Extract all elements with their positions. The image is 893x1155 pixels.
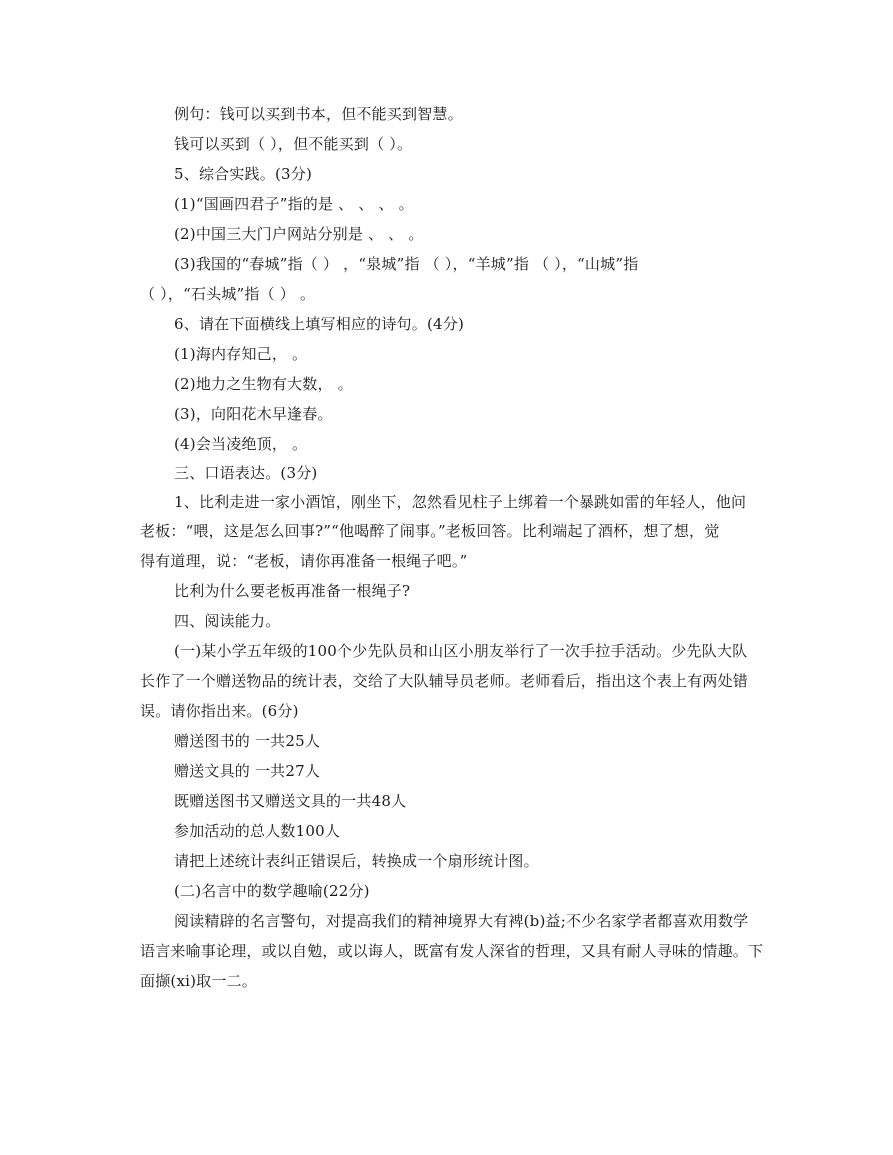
- pie-chart-instruction: 请把上述统计表纠正错误后，转换成一个扇形统计图。: [174, 852, 539, 870]
- question-5-item-1: (1)“国画四君子”指的是 、 、 、 。: [174, 195, 414, 213]
- stat-row-both: 既赠送图书又赠送文具的一共48人: [174, 792, 407, 810]
- stat-row-total: 参加活动的总人数100人: [174, 822, 341, 840]
- question-6-item-3: (3)，向阳花木早逢春。: [174, 405, 333, 423]
- oral-story-line-3: 得有道理，说：“老板，请你再准备一根绳子吧。”: [140, 552, 468, 570]
- question-6-item-4: (4)会当凌绝顶， 。: [174, 435, 308, 453]
- reading-1-line-1: (一)某小学五年级的100个少先队员和山区小朋友举行了一次手拉手活动。少先队大队: [174, 642, 748, 660]
- reading-1-line-3: 误。请你指出来。(6分): [140, 702, 299, 720]
- reading-2-line-2: 语言来喻事论理，或以自勉，或以诲人，既富有发人深省的哲理，又具有耐人寻味的情趣。下: [140, 942, 764, 960]
- question-5-item-3-line-1: (3)我国的“春城”指（ ） ，“泉城”指 （ ），“羊城”指 （ ），“山城”指: [174, 255, 639, 273]
- oral-question: 比利为什么要老板再准备一根绳子?: [174, 582, 411, 600]
- question-6-item-2: (2)地力之生物有大数， 。: [174, 375, 353, 393]
- section-3-heading: 三、口语表达。(3分): [174, 464, 318, 482]
- question-5-item-2: (2)中国三大门户网站分别是 、 、 。: [174, 225, 424, 243]
- oral-story-line-2: 老板：“喂，这是怎么回事?”“他喝醉了闹事。”老板回答。比利端起了酒杯，想了想，觉: [140, 522, 720, 540]
- oral-story-line-1: 1、比利走进一家小酒馆，刚坐下，忽然看见柱子上绑着一个暴跳如雷的年轻人，他问: [174, 493, 747, 511]
- question-6-heading: 6、请在下面横线上填写相应的诗句。(4分): [174, 315, 464, 333]
- reading-2-heading: (二)名言中的数学趣喻(22分): [174, 882, 370, 900]
- stat-row-books: 赠送图书的 一共25人: [174, 732, 321, 750]
- reading-2-line-1: 阅读精辟的名言警句，对提高我们的精神境界大有裨(b)益;不少名家学者都喜欢用数学: [174, 912, 749, 930]
- sentence-imitation-blank: 钱可以买到（ ），但不能买到（ ）。: [174, 135, 413, 153]
- question-5-item-3-line-2: （ ），“石头城”指（ ） 。: [140, 285, 316, 303]
- stat-row-stationery: 赠送文具的 一共27人: [174, 762, 321, 780]
- reading-1-line-2: 长作了一个赠送物品的统计表，交给了大队辅导员老师。老师看后，指出这个表上有两处错: [140, 672, 749, 690]
- example-sentence: 例句：钱可以买到书本，但不能买到智慧。: [174, 105, 463, 123]
- reading-2-line-3: 面撷(xi)取一二。: [140, 972, 257, 990]
- question-5-heading: 5、综合实践。(3分): [174, 165, 312, 183]
- question-6-item-1: (1)海内存知己， 。: [174, 345, 308, 363]
- section-4-heading: 四、阅读能力。: [174, 612, 281, 630]
